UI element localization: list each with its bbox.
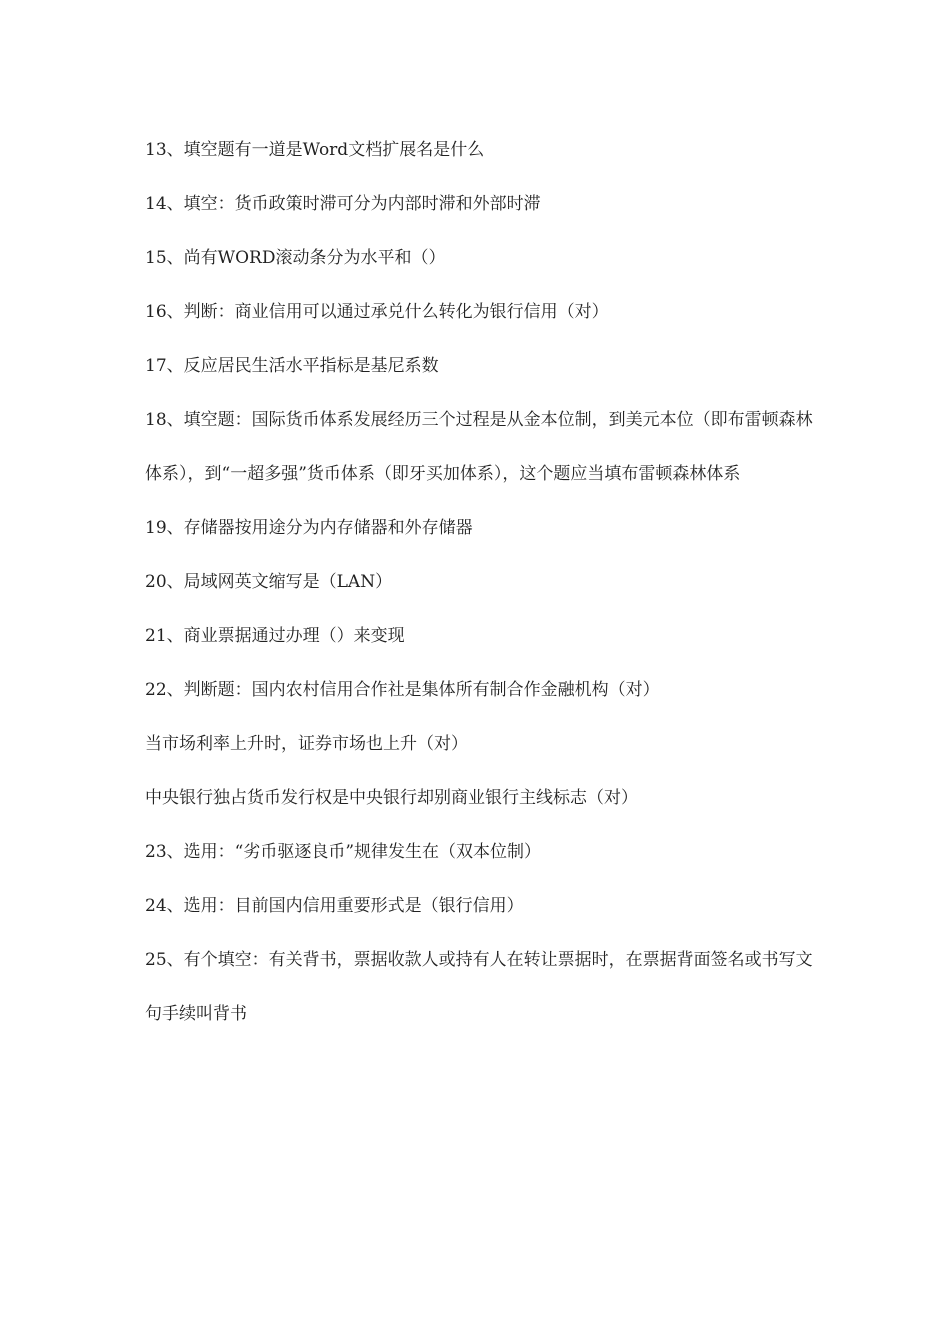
document-body bbox=[145, 123, 815, 1041]
paragraph-central-bank: 中央银行独占货币发行权是中央银行却别商业银行主线标志（对） bbox=[145, 788, 638, 808]
paragraph-market-rate: 当市场利率上升时，证券市场也上升（对） bbox=[145, 734, 468, 754]
paragraph-20: 20、局域网英文缩写是（LAN） bbox=[145, 572, 393, 592]
paragraph-21: 21、商业票据通过办理（）来变现 bbox=[145, 626, 405, 646]
paragraph-22: 22、判断题：国内农村信用合作社是集体所有制合作金融机构（对） bbox=[145, 680, 660, 700]
paragraph-17: 17、反应居民生活水平指标是基尼系数 bbox=[145, 356, 439, 376]
paragraph-24: 24、选用：目前国内信用重要形式是（银行信用） bbox=[145, 896, 524, 916]
paragraph-19: 19、存储器按用途分为内存储器和外存储器 bbox=[145, 518, 473, 538]
paragraph-23: 23、选用：“劣币驱逐良币”规律发生在（双本位制） bbox=[145, 842, 542, 862]
paragraph-14: 14、填空：货币政策时滞可分为内部时滞和外部时滞 bbox=[145, 194, 541, 214]
paragraph-25: 25、有个填空：有关背书，票据收款人或持有人在转让票据时，在票据背面签名或书写文句手续叫背书 bbox=[145, 950, 813, 1024]
paragraph-16: 16、判断：商业信用可以通过承兑什么转化为银行信用（对） bbox=[145, 302, 609, 322]
paragraph-15: 15、尚有WORD滚动条分为水平和（） bbox=[145, 248, 446, 268]
paragraph-13: 13、填空题有一道是Word文档扩展名是什么 bbox=[145, 140, 485, 160]
paragraph-18: 18、填空题：国际货币体系发展经历三个过程是从金本位制，到美元本位（即布雷顿森林体系），到“一超多强”货币体系（即牙买加体系），这个题应当填布雷顿森林体系 bbox=[145, 410, 813, 484]
